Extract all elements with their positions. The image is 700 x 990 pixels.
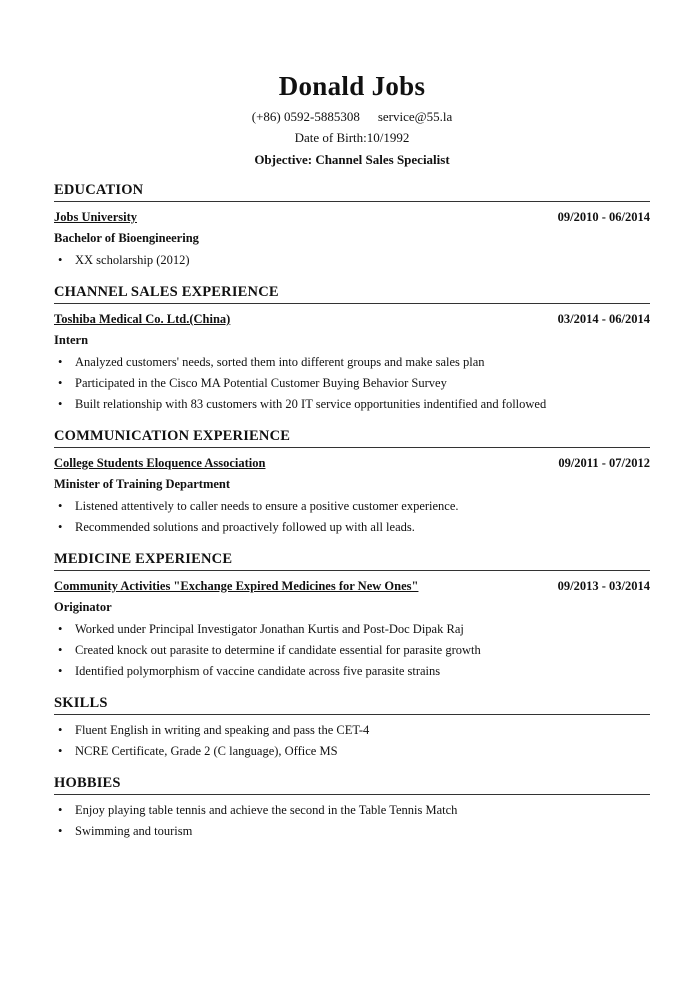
section-skills <box>54 694 650 762</box>
list-item: • NCRE Certificate, Grade 2 (C language), Office MS <box>54 741 650 762</box>
list-item: • Analyzed customers' needs, sorted them into different groups and make sales plan <box>54 352 650 373</box>
medicine-org: Community Activities "Exchange Expired Medicines for New Ones" <box>54 579 419 593</box>
section-title-medicine: MEDICINE EXPERIENCE <box>54 550 650 571</box>
candidate-name: Donald Jobs <box>278 71 426 101</box>
channel-sales-org: Toshiba Medical Co. Ltd.(China) <box>54 312 231 326</box>
medicine-role: Originator <box>54 600 112 614</box>
list-item: • Participated in the Cisco MA Potential Customer Buying Behavior Survey <box>54 373 650 394</box>
education-org: Jobs University <box>54 210 137 224</box>
education-bullets <box>54 250 650 271</box>
list-item: • Enjoy playing table tennis and achieve the second in the Table Tennis Match <box>54 800 650 821</box>
section-communication <box>54 427 650 538</box>
section-medicine <box>54 550 650 682</box>
communication-entry-head <box>54 454 650 472</box>
objective: Objective: Channel Sales Specialist <box>254 152 450 167</box>
list-item: • Worked under Principal Investigator Jonathan Kurtis and Post-Doc Dipak Raj <box>54 619 650 640</box>
medicine-entry-head <box>54 577 650 595</box>
medicine-dates: 09/2013 - 03/2014 <box>557 579 650 593</box>
section-title-channel-sales: CHANNEL SALES EXPERIENCE <box>54 283 650 304</box>
phone-number: (+86) 0592-5885308 <box>251 109 360 124</box>
list-item: • Created knock out parasite to determine if candidate essential for parasite growth <box>54 640 650 661</box>
education-dates: 09/2010 - 06/2014 <box>557 210 650 224</box>
date-of-birth: Date of Birth:10/1992 <box>294 130 410 145</box>
list-item: • Built relationship with 83 customers with 20 IT service opportunities indentified and followed <box>54 394 650 415</box>
communication-dates: 09/2011 - 07/2012 <box>558 456 650 470</box>
hobbies-bullets <box>54 800 650 842</box>
list-item: • Recommended solutions and proactively followed up with all leads. <box>54 517 650 538</box>
medicine-bullets <box>54 619 650 682</box>
list-item: • Fluent English in writing and speaking and pass the CET-4 <box>54 720 650 741</box>
communication-role: Minister of Training Department <box>54 477 231 491</box>
section-title-skills: SKILLS <box>54 694 650 715</box>
education-entry-head <box>54 208 650 226</box>
list-item: • Listened attentively to caller needs to ensure a positive customer experience. <box>54 496 650 517</box>
list-item: • Identified polymorphism of vaccine candidate across five parasite strains <box>54 661 650 682</box>
section-channel-sales <box>54 283 650 415</box>
channel-sales-role: Intern <box>54 333 89 347</box>
email-address: service@55.la <box>377 109 453 124</box>
section-hobbies <box>54 774 650 842</box>
channel-sales-bullets <box>54 352 650 415</box>
section-title-hobbies: HOBBIES <box>54 774 650 795</box>
section-title-education: EDUCATION <box>54 181 650 202</box>
contact-line <box>54 108 650 126</box>
channel-sales-dates: 03/2014 - 06/2014 <box>557 312 650 326</box>
section-education <box>54 181 650 271</box>
channel-sales-entry-head <box>54 310 650 328</box>
communication-bullets <box>54 496 650 538</box>
communication-org: College Students Eloquence Association <box>54 456 266 470</box>
skills-bullets <box>54 720 650 762</box>
list-item: • Swimming and tourism <box>54 821 650 842</box>
section-title-communication: COMMUNICATION EXPERIENCE <box>54 427 650 448</box>
list-item: • XX scholarship (2012) <box>54 250 650 271</box>
resume-header <box>54 0 650 169</box>
education-degree: Bachelor of Bioengineering <box>54 231 199 245</box>
